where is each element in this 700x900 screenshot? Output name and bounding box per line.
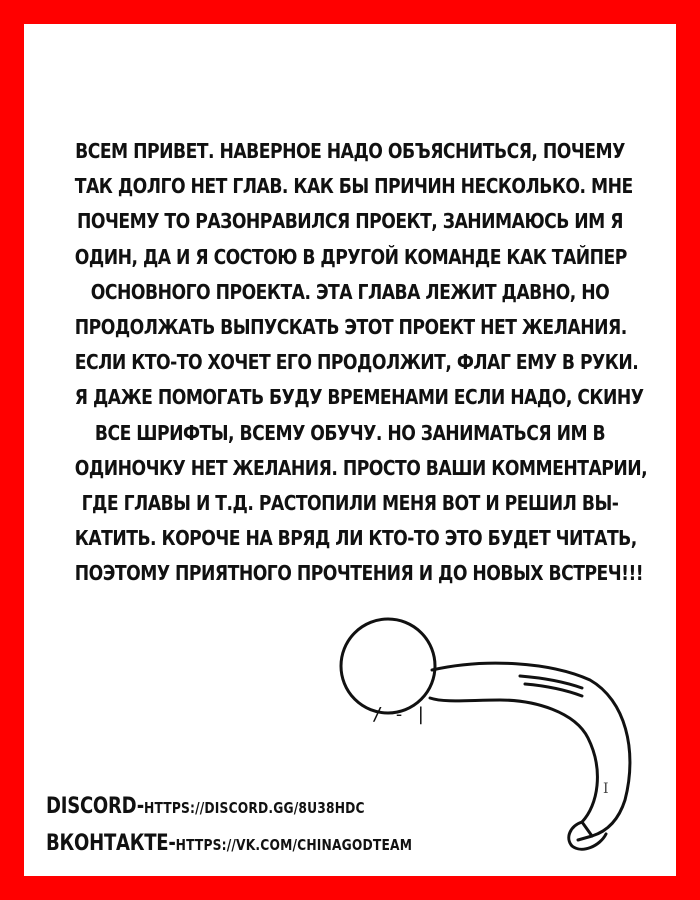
announcement-line: ГДЕ ГЛАВЫ И Т.Д. РАСТОПИЛИ МЕНЯ ВОТ И РЕШИЛ ВЫ- xyxy=(81,491,619,516)
figure-body-outline xyxy=(430,663,630,836)
bowing-stick-figure-illustration xyxy=(320,600,650,870)
announcement-text xyxy=(74,134,648,592)
figure-foot xyxy=(569,822,606,849)
text-cursor-glyph: I xyxy=(603,781,609,797)
announcement-line: ВСЕМ ПРИВЕТ. НАВЕРНОЕ НАДО ОБЪЯСНИТЬСЯ, ПОЧЕМУ xyxy=(75,139,625,163)
link-separator: - xyxy=(168,831,176,856)
link-separator: - xyxy=(136,794,144,819)
announcement-line: ПОЧЕМУ ТО РАЗОНРАВИЛСЯ ПРОЕКТ, ЗАНИМАЮСЬ ИМ Я xyxy=(77,209,623,234)
announcement-line: ВСЕ ШРИФТЫ, ВСЕМУ ОБУЧУ. НО ЗАНИМАТЬСЯ ИМ В xyxy=(94,420,606,445)
announcement-line: КАТИТЬ. КОРОЧЕ НА ВРЯД ЛИ КТО-ТО ЭТО БУДЕТ ЧИТАТЬ, xyxy=(74,526,637,551)
vk-label: ВКОНТАКТЕ xyxy=(46,831,169,856)
announcement-line: ОДИНОЧКУ НЕТ ЖЕЛАНИЯ. ПРОСТО ВАШИ КОММЕНТАРИИ, xyxy=(74,455,648,480)
discord-url[interactable]: HTTPS://DISCORD.GG/8U38HDC xyxy=(143,799,365,817)
figure-head xyxy=(341,619,435,713)
figure-face: / - | xyxy=(372,704,427,725)
announcement-line: ПОЭТОМУ ПРИЯТНОГО ПРОЧТЕНИЯ И ДО НОВЫХ ВСТРЕЧ!!! xyxy=(74,561,644,586)
announcement-line: ОДИН, ДА И Я СОСТОЮ В ДРУГОЙ КОМАНДЕ КАК ТАЙПЕР xyxy=(74,244,627,269)
figure-foot-detail xyxy=(578,836,592,840)
vk-url[interactable]: HTTPS://VK.COM/CHINAGODTEAM xyxy=(175,836,413,854)
discord-label: DISCORD xyxy=(46,794,137,819)
announcement-line: ОСНОВНОГО ПРОЕКТА. ЭТА ГЛАВА ЛЕЖИТ ДАВНО, НО xyxy=(90,279,610,304)
announcement-line: ПРОДОЛЖАТЬ ВЫПУСКАТЬ ЭТОТ ПРОЕКТ НЕТ ЖЕЛАНИЯ. xyxy=(74,315,627,340)
announcement-line: Я ДАЖЕ ПОМОГАТЬ БУДУ ВРЕМЕНАМИ ЕСЛИ НАДО, СКИНУ xyxy=(74,385,644,410)
announcement-line: ЕСЛИ КТО-ТО ХОЧЕТ ЕГО ПРОДОЛЖИТ, ФЛАГ ЕМУ В РУКИ. xyxy=(74,350,639,375)
announcement-line: ТАК ДОЛГО НЕТ ГЛАВ. КАК БЫ ПРИЧИН НЕСКОЛЬКО. МНЕ xyxy=(74,174,633,199)
